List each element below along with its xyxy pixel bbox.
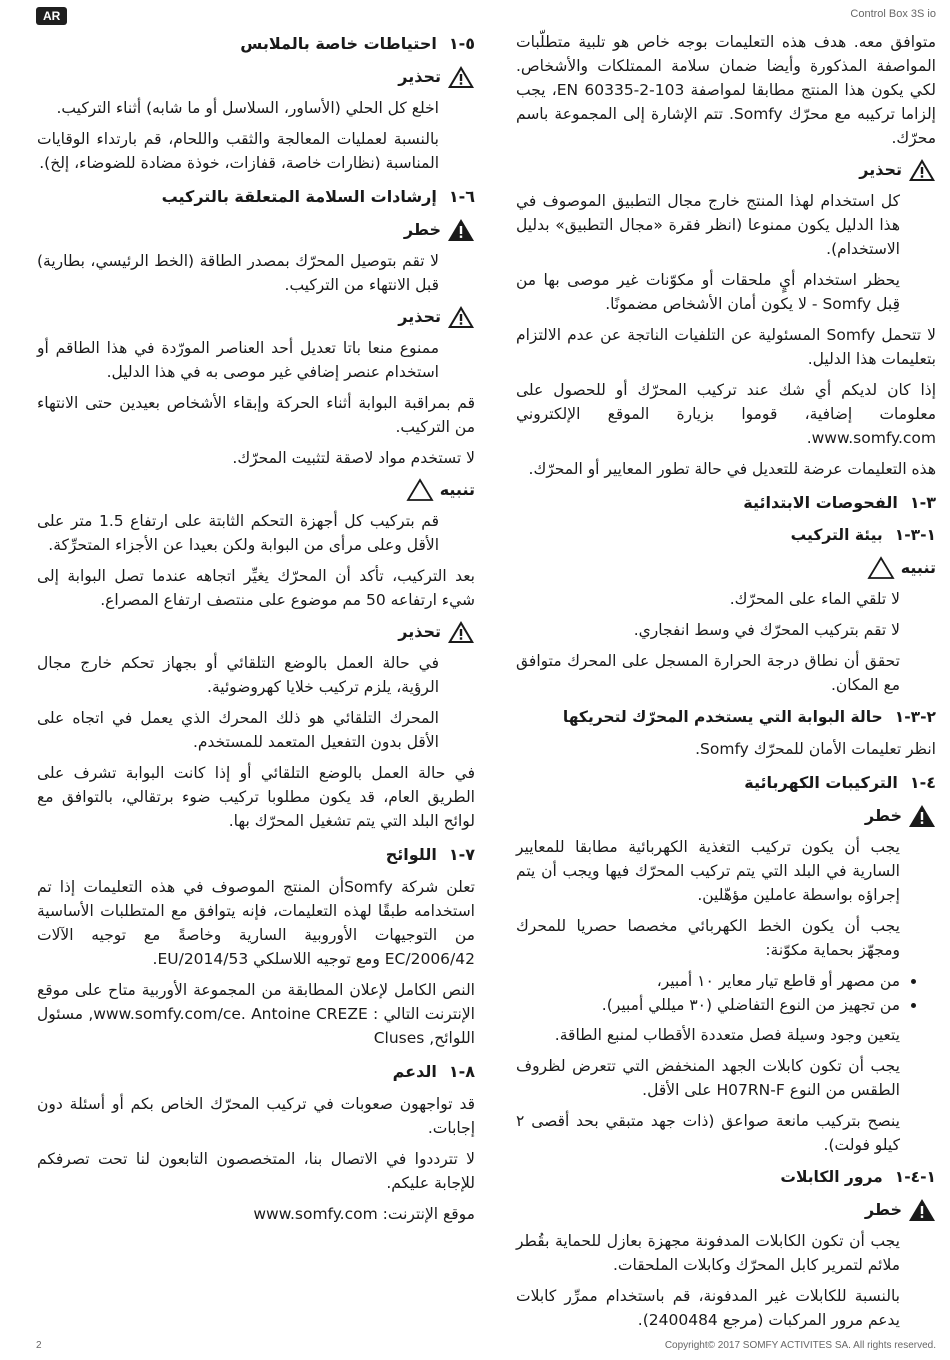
caution-text: قم بتركيب كل أجهزة التحكم الثابتة على ارتفاع 1.5 متر على الأقل وعلى مرأى من البوابة ولكن بعيدا عن الأجزاء المتحرِّكة. bbox=[37, 512, 439, 554]
page-number: 2 bbox=[36, 1340, 42, 1351]
intro-paragraph: متوافق معه. هدف هذه التعليمات بوجه خاص هو تلبية متطلّبات المواصفة المذكورة وأيضا ضمان سلامة الممتلكات والأشخاص. لكي يكون هذا المنتج مطابقا لمواصفة EN 60335-2-103، يجب إلزاما تركيبه مع محرّك Somfy. تتم الإشارة إلى المجموعة باسم محرّك. bbox=[516, 33, 936, 147]
warning-triangle-icon bbox=[908, 158, 936, 182]
danger-title bbox=[516, 1197, 936, 1223]
right-column bbox=[516, 30, 936, 1339]
poles-paragraph: يتعين وجود وسيلة فصل متعددة الأقطاب لمنبع الطاقة. bbox=[554, 1026, 900, 1044]
website-paragraph: موقع الإنترنت: www.somfy.com bbox=[253, 1205, 475, 1223]
danger-text: يجب أن يكون تركيب التغذية الكهربائية مطابقا للمعايير السارية في البلد التي يتم تركيب المحرّك فيها ويجب أن يتم إجراؤه بواسطة عاملين مؤهّلين. bbox=[516, 838, 900, 904]
warning-triangle-icon bbox=[447, 305, 475, 329]
doubt-paragraph: إذا كان لديكم أي شك عند تركيب المحرّك أو للحصول على معلومات إضافية، قوموا بزيارة الموقع الإلكتروني www.somfy.com. bbox=[516, 381, 936, 447]
caution-label: تنبيه bbox=[900, 558, 936, 577]
warning-text: يحظر استخدام أيٍ ملحقات أو مكوّنات غير موصى بها من قِبل Somfy - لا يكون أمان الأشخاص مضمونًا. bbox=[516, 271, 900, 313]
support-paragraph: لا تترددوا في الاتصال بنا، المتخصصون التابعون لنا تحت تصرفكم للإجابة عليكم. bbox=[37, 1150, 475, 1192]
danger-triangle-icon bbox=[908, 804, 936, 828]
copyright-notice: Copyright© 2017 SOMFY ACTIVITES SA. All rights reserved. bbox=[664, 1340, 936, 1351]
warning-label: تحذير bbox=[398, 67, 441, 86]
section-heading-1-6: ٦-١إرشادات السلامة المتعلقة بالتركيب bbox=[161, 187, 475, 206]
protection-list bbox=[516, 969, 936, 1017]
caution-title bbox=[37, 477, 475, 503]
cables-paragraph: يجب أن تكون كابلات الجهد المنخفض التي تتعرض لظروف الطقس من النوع H07RN-F على الأقل. bbox=[516, 1057, 900, 1099]
warning-triangle-icon bbox=[447, 65, 475, 89]
warning-text: ممنوع منعا باتا تعديل أحد العناصر المورّدة في هذا الطاقم أو استخدام عنصر إضافي غير موصى به في هذا الدليل. bbox=[37, 339, 439, 381]
danger-title bbox=[37, 217, 475, 243]
danger-label: خطر bbox=[864, 1200, 902, 1219]
warning-label: تحذير bbox=[398, 622, 441, 641]
caution-title bbox=[516, 555, 936, 581]
caution-text: تحقق أن نطاق درجة الحرارة المسجل على المحرك متوافق مع المكان. bbox=[516, 652, 900, 694]
caution-text: لا تلقي الماء على المحرّك. bbox=[729, 590, 900, 608]
watch-paragraph: قم بمراقبة البوابة أثناء الحركة وإبقاء الأشخاص بعيدين حتى الانتهاء من التركيب. bbox=[37, 394, 475, 436]
caution-triangle-icon bbox=[867, 556, 895, 580]
subsection-heading-1-3-1: ١-٣-١بيئة التركيب bbox=[790, 526, 936, 544]
section-heading-1-4: ٤-١التركيبات الكهربائية bbox=[744, 773, 936, 792]
regulations-paragraph: تعلن شركة Somfyأن المنتج الموصوف في هذه التعليمات إذا تم استخدامه طبقًا لهذه التعليمات، فإنه يتوافق مع المتطلبات الأساسية من التوجيهات الأوروبية السارية وخاصةً مع توجيه الآلات 2006/42/EC ومع توجيه اللاسلكي 2014/53/EU. bbox=[37, 878, 475, 968]
danger-text: يجب أن يكون الخط الكهربائي مخصصا حصريا للمحرك ومجهّز بحماية مكوّنة: bbox=[516, 917, 900, 959]
danger-text: يجب أن تكون الكابلات المدفونة مجهزة بعازل للحماية بقُطر ملائم لتمرير كابل المحرّك وكابلات الملحقات. bbox=[516, 1232, 900, 1274]
list-item: • من مصهر أو قاطع تيار معاير ١٠ أمبير، bbox=[516, 969, 900, 993]
surge-paragraph: ينصح بتركيب مانعة صواعق (ذات جهد متبقي بحد أقصى ٢ كيلو فولت). bbox=[516, 1112, 900, 1154]
warning-text: اخلع كل الحلي (الأساور، السلاسل أو ما شابه) أثناء التركيب. bbox=[56, 99, 439, 117]
language-badge: AR bbox=[36, 7, 67, 25]
warning-title bbox=[516, 157, 936, 183]
support-paragraph: قد تواجهون صعوبات في تركيب المحرّك الخاص بكم أو أسئلة دون إجابات. bbox=[37, 1095, 475, 1137]
danger-label: خطر bbox=[403, 220, 441, 239]
warning-text: بالنسبة لعمليات المعالجة والثقب واللحام، قم بارتداء الوقايات المناسبة (نظارات خاصة، قفازات، خوذة مضادة للضوضاء، إلخ). bbox=[37, 130, 439, 172]
warning-title bbox=[37, 64, 475, 90]
declaration-paragraph: النص الكامل لإعلان المطابقة من المجموعة الأوربية متاح على موقع الإنترنت التالي : www.somfy.com/ce. Antoine CREZE, مسئول اللوائح, Cluses bbox=[37, 981, 475, 1047]
danger-text: بالنسبة للكابلات غير المدفونة، قم باستخدام ممرِّر كابلات يدعم مرور المركبات (مرجع 2400484). bbox=[516, 1287, 900, 1329]
document-title: Control Box 3S io bbox=[850, 8, 936, 20]
danger-title bbox=[516, 803, 936, 829]
caution-text: لا تقم بتركيب المحرّك في وسط انفجاري. bbox=[633, 621, 900, 639]
danger-label: خطر bbox=[864, 806, 902, 825]
section-heading-1-5: ٥-١احتياطات خاصة بالملابس bbox=[240, 34, 475, 53]
section-heading-1-7: ٧-١اللوائح bbox=[385, 845, 475, 864]
danger-triangle-icon bbox=[447, 218, 475, 242]
section-heading-1-8: ٨-١الدعم bbox=[392, 1062, 475, 1081]
warning-label: تحذير bbox=[859, 160, 902, 179]
warning-title bbox=[37, 304, 475, 330]
warning-label: تحذير bbox=[398, 307, 441, 326]
warning-title bbox=[37, 619, 475, 645]
warning-text: كل استخدام لهذا المنتج خارج مجال التطبيق الموصوف في هذا الدليل يكون ممنوعا (انظر فقرة «مجال التطبيق» بدليل الاستخدام). bbox=[516, 192, 900, 258]
caution-label: تنبيه bbox=[439, 480, 475, 499]
section-heading-1-3: ٣-١الفحوصات الابتدائية bbox=[743, 493, 936, 512]
liability-paragraph: لا تتحمل Somfy المسئولية عن التلفيات الناتجة عن عدم الالتزام بتعليمات هذا الدليل. bbox=[516, 326, 936, 368]
glue-paragraph: لا تستخدم مواد لاصقة لتثبيت المحرّك. bbox=[232, 449, 475, 467]
subsection-heading-1-4-1: ١-٤-١مرور الكابلات bbox=[780, 1168, 936, 1186]
danger-triangle-icon bbox=[908, 1198, 936, 1222]
danger-text: لا تقم بتوصيل المحرّك بمصدر الطاقة (الخط الرئيسي، بطارية) قبل الانتهاء من التركيب. bbox=[37, 252, 439, 294]
change-paragraph: هذه التعليمات عرضة للتعديل في حالة تطور المعايير أو المحرّك. bbox=[528, 460, 936, 478]
warning-text: في حالة العمل بالوضع التلقائي أو بجهاز تحكم خارج مجال الرؤية، يلزم تركيب خلايا كهروضوئية. bbox=[37, 654, 439, 696]
warning-triangle-icon bbox=[447, 620, 475, 644]
after-install-paragraph: بعد التركيب، تأكد أن المحرّك يغيِّر اتجاهه عندما تصل البوابة إلى شيء ارتفاعه 50 مم موضوع على منتصف ارتفاع المصراع. bbox=[37, 567, 475, 609]
orange-light-paragraph: في حالة العمل بالوضع التلقائي أو إذا كانت البوابة تشرف على الطريق العام، قد يكون مطلوبا تركيب ضوء برتقالي، بالتوافق مع لوائح البلد التي يتم تشغيل المحرّك بها. bbox=[37, 764, 475, 830]
list-item: • من تجهيز من النوع التفاضلي (٣٠ ميللي أمبير). bbox=[516, 993, 900, 1017]
warning-text: المحرك التلقائي هو ذلك المحرك الذي يعمل في اتجاه على الأقل بدون التفعيل المتعمد للمستخدم. bbox=[37, 709, 439, 751]
left-column bbox=[37, 30, 475, 1233]
gate-condition-text: انظر تعليمات الأمان للمحرّك Somfy. bbox=[695, 740, 936, 758]
caution-triangle-icon bbox=[406, 478, 434, 502]
subsection-heading-1-3-2: ٢-٣-١حالة البوابة التي يستخدم المحرّك لتحريكها bbox=[562, 708, 936, 726]
